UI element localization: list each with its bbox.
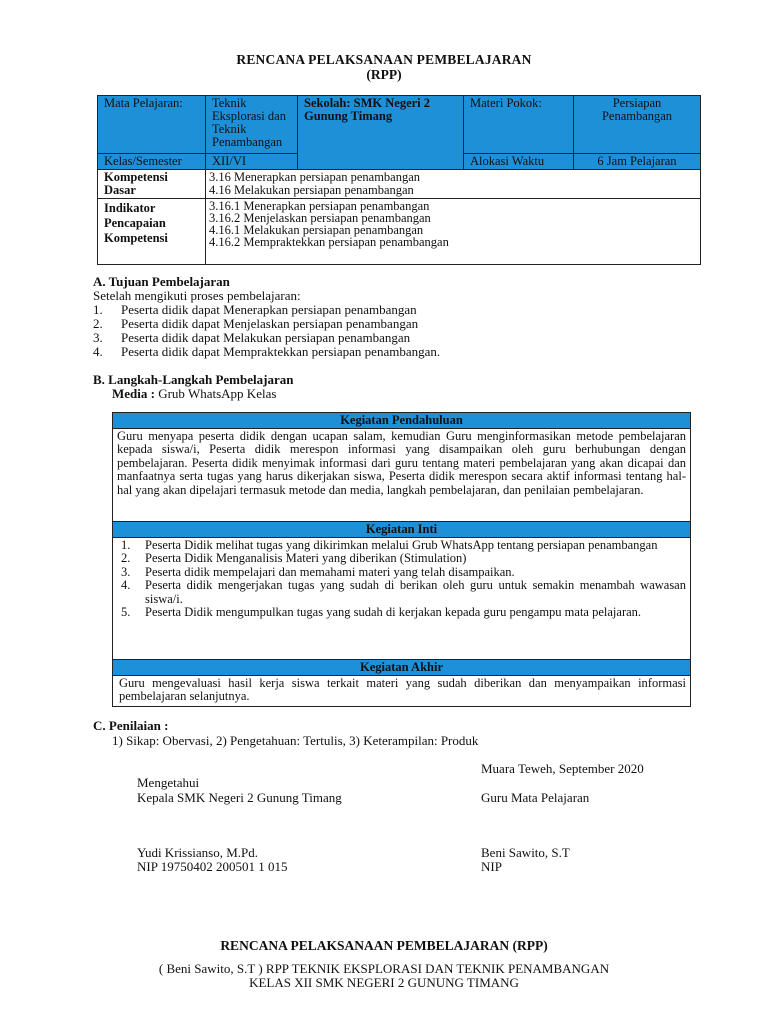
mapel-value: Teknik Eksplorasi dan Teknik Penambangan <box>206 96 298 154</box>
sign-left-name: Yudi Krissianso, M.Pd. <box>137 845 258 860</box>
media-label: Media : <box>112 386 155 401</box>
akhir-box <box>112 659 691 707</box>
footer-line2: KELAS XII SMK NEGERI 2 GUNUNG TIMANG <box>249 975 519 990</box>
footer-title: RENCANA PELAKSANAAN PEMBELAJARAN (RPP) <box>220 938 548 953</box>
sign-left-line2: Kepala SMK Negeri 2 Gunung Timang <box>137 790 342 805</box>
media-line <box>112 386 276 402</box>
ipk-label: Indikator Pencapaian Kompetensi <box>98 199 206 265</box>
footer-line1: ( Beni Sawito, S.T ) RPP TEKNIK EKSPLORASI DAN TEKNIK PENAMBANGAN <box>158 961 610 976</box>
akhir-title: Kegiatan Akhir <box>113 660 690 676</box>
kd-items <box>206 170 701 199</box>
kelas-label: Kelas/Semester <box>98 154 206 170</box>
ipk-item: 3.16.1 Menerapkan persiapan penambangan <box>209 199 430 213</box>
media-value: Grub WhatsApp Kelas <box>158 386 277 401</box>
info-table <box>97 95 701 265</box>
list-item: 3. Peserta didik dapat Melakukan persiapan penambangan <box>93 330 411 345</box>
document-subtitle: (RPP) <box>366 67 402 82</box>
list-item: 2. Peserta didik dapat Menjelaskan persiapan penambangan <box>93 316 419 331</box>
ipk-items <box>206 199 701 265</box>
inti-title: Kegiatan Inti <box>113 522 690 538</box>
alokasi-value: 6 Jam Pelajaran <box>574 154 701 170</box>
list-item: 1. Peserta didik dapat Menerapkan persiapan penambangan <box>93 302 417 317</box>
place-date: Muara Teweh, September 2020 <box>481 761 644 776</box>
tujuan-intro: Setelah mengikuti proses pembelajaran: <box>93 288 301 303</box>
penilaian-heading: C. Penilaian : <box>93 718 169 733</box>
penilaian-text: 1) Sikap: Obervasi, 2) Pengetahuan: Tertulis, 3) Keterampilan: Produk <box>112 733 479 748</box>
kd-item: 3.16 Menerapkan persiapan penambangan <box>209 170 421 184</box>
list-item: 2. Peserta Didik Menganalisis Materi yang diberikan (Stimulation) <box>121 551 467 566</box>
sign-right-line1: Guru Mata Pelajaran <box>481 790 590 805</box>
langkah-heading: B. Langkah-Langkah Pembelajaran <box>93 372 294 387</box>
sign-right-name: Beni Sawito, S.T <box>481 845 570 860</box>
sign-left-nip: NIP 19750402 200501 1 015 <box>137 859 288 874</box>
ipk-item: 3.16.2 Menjelaskan persiapan penambangan <box>209 211 431 225</box>
akhir-text: Guru mengevaluasi hasil kerja siswa terkait materi yang sudah diberikan dan menyampaikan informasi pembelajaran selanjutnya. <box>119 676 686 704</box>
kd-item: 4.16 Melakukan persiapan penambangan <box>209 183 414 197</box>
inti-box <box>112 521 691 660</box>
list-item: 3. Peserta didik mempelajari dan memahami materi yang telah disampaikan. <box>121 564 515 579</box>
sign-left-line1: Mengetahui <box>137 775 200 790</box>
sekolah-cell: Sekolah: SMK Negeri 2 Gunung Timang <box>298 96 464 170</box>
tujuan-heading: A. Tujuan Pembelajaran <box>93 274 230 289</box>
list-item: 1. Peserta Didik melihat tugas yang dikirimkan melalui Grub WhatsApp tentang persiapan penambangan <box>121 538 658 552</box>
kelas-value: XII/VI <box>206 154 298 170</box>
pendahuluan-title: Kegiatan Pendahuluan <box>113 413 690 429</box>
ipk-item: 4.16.1 Melakukan persiapan penambangan <box>209 223 424 237</box>
ipk-item: 4.16.2 Mempraktekkan persiapan penambangan <box>209 235 449 249</box>
inti-list <box>121 539 686 619</box>
alokasi-label: Alokasi Waktu <box>464 154 574 170</box>
materi-value: Persiapan Penambangan <box>574 96 701 154</box>
list-item: 5. Peserta Didik mengumpulkan tugas yang sudah di kerjakan kepada guru pengampu mata pelajaran. <box>121 605 642 620</box>
pendahuluan-text: Guru menyapa peserta didik dengan ucapan salam, kemudian Guru menginformasikan metode pembelajaran kepada siswa/i, Peserta didik merespon informasi yang disampaikan oleh guru berhubungan dengan pembelajaran. Peserta didik menyimak informasi dari guru tentang materi pembelajaran yang akan dicapai dan manfaatnya serta tugas yang harus dikerjakan siswa, Peserta didik merespon secara aktif informasi tentang hal-hal yang akan dipelajari termasuk metode dan media, langkah pembelajaran, dan penilaian pembelajaran. <box>117 429 686 497</box>
mapel-label: Mata Pelajaran: <box>98 96 206 154</box>
document-title: RENCANA PELAKSANAAN PEMBELAJARAN <box>236 52 532 67</box>
list-item: 4. Peserta didik dapat Mempraktekkan persiapan penambangan. <box>93 344 441 359</box>
list-item: 4. Peserta didik mengerjakan tugas yang sudah di berikan oleh guru untuk semakin menambah wawasan siswa/i. <box>121 578 686 606</box>
materi-label: Materi Pokok: <box>464 96 574 154</box>
tujuan-section <box>93 275 693 359</box>
pendahuluan-box <box>112 412 691 522</box>
tujuan-list <box>93 303 693 359</box>
kd-label: Kompetensi Dasar <box>98 170 206 199</box>
sign-right-nip: NIP <box>481 859 502 874</box>
